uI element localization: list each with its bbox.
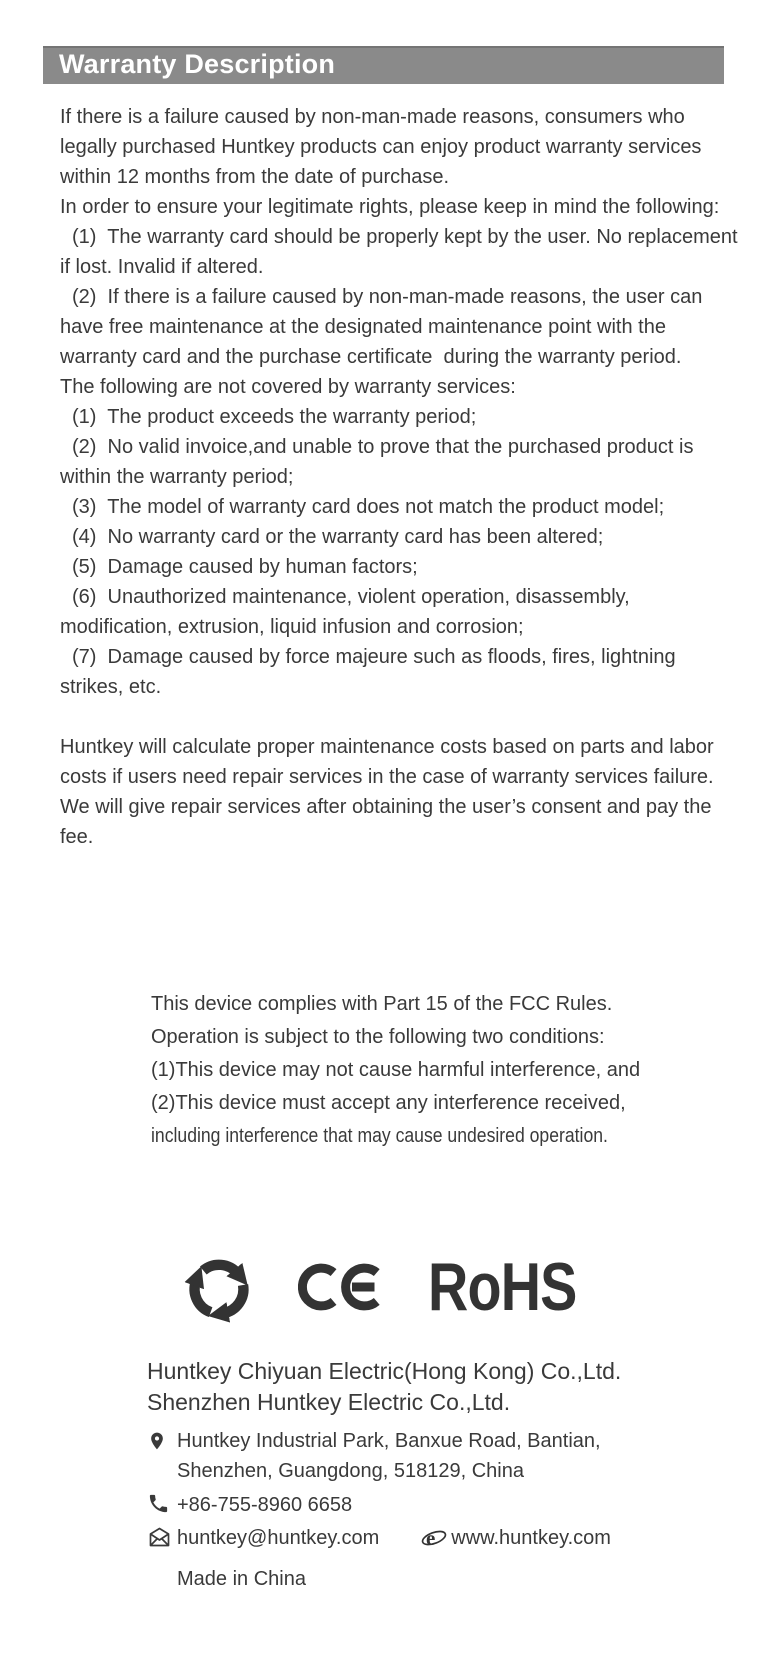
phone-number: +86-755-8960 6658: [177, 1494, 353, 1516]
location-pin-icon: [147, 1426, 177, 1454]
warranty-text-line: within 12 months from the date of purchase.: [60, 166, 450, 188]
email-web-row: [147, 1523, 727, 1552]
warranty-text-line: fee.: [60, 826, 94, 848]
address-row: [147, 1426, 727, 1486]
warranty-text-line: (3) The model of warranty card does not match the product model;: [72, 496, 665, 518]
website-group: [421, 1523, 611, 1552]
warranty-text-line: strikes, etc.: [60, 676, 162, 698]
warranty-text-line: If there is a failure caused by non-man-made reasons, consumers who: [60, 106, 685, 128]
envelope-icon: [147, 1523, 177, 1549]
warranty-text-line: legally purchased Huntkey products can enjoy product warranty services: [60, 136, 702, 158]
warranty-text-line: (4) No warranty card or the warranty card has been altered;: [72, 526, 604, 548]
warranty-body-text: [60, 102, 738, 852]
warranty-text-line: have free maintenance at the designated maintenance point with the: [60, 316, 666, 338]
ce-mark-icon: [298, 1256, 388, 1318]
warranty-text-line: (5) Damage caused by human factors;: [72, 556, 418, 578]
warranty-text-line: (2) No valid invoice,and unable to prove that the purchased product is: [72, 436, 694, 458]
website-url: www.huntkey.com: [451, 1527, 611, 1549]
warranty-text-line: (2) If there is a failure caused by non-man-made reasons, the user can: [72, 286, 703, 308]
phone-row: [147, 1490, 727, 1519]
warranty-text-line: (7) Damage caused by force majeure such as floods, fires, lightning: [72, 646, 676, 668]
warranty-text-line: (1) The product exceeds the warranty period;: [72, 406, 477, 428]
warranty-text-line: We will give repair services after obtaining the user’s consent and pay the: [60, 796, 712, 818]
section-header-bar: [43, 46, 724, 84]
company-names: [147, 1356, 727, 1418]
warranty-text-line: modification, extrusion, liquid infusion and corrosion;: [60, 616, 524, 638]
fcc-statement: [151, 988, 670, 1153]
phone-icon: [147, 1490, 177, 1515]
company-name-line: Huntkey Chiyuan Electric(Hong Kong) Co.,Ltd.: [147, 1358, 622, 1384]
address-line: Shenzhen, Guangdong, 518129, China: [177, 1460, 524, 1482]
rohs-logo: RoHS: [428, 1249, 577, 1325]
company-info: [147, 1356, 727, 1591]
warranty-text-line: The following are not covered by warranty services:: [60, 376, 516, 398]
warranty-text-line: (6) Unauthorized maintenance, violent operation, disassembly,: [72, 586, 630, 608]
warranty-text-line: In order to ensure your legitimate rights, please keep in mind the following:: [60, 196, 720, 218]
fcc-text-line: (2)This device must accept any interference received,: [151, 1092, 626, 1114]
fcc-text-line: including interference that may cause undesired operation.: [151, 1125, 608, 1147]
certification-logos: [180, 1248, 609, 1326]
recycling-symbol-icon: [180, 1250, 258, 1324]
fcc-text-line: (1)This device may not cause harmful interference, and: [151, 1059, 641, 1081]
warranty-text-line: costs if users need repair services in the case of warranty services failure.: [60, 766, 714, 788]
fcc-text-line: This device complies with Part 15 of the FCC Rules.: [151, 993, 613, 1015]
fcc-text-line: Operation is subject to the following two conditions:: [151, 1026, 605, 1048]
contact-block: [147, 1426, 727, 1591]
address-line: Huntkey Industrial Park, Banxue Road, Bantian,: [177, 1430, 601, 1452]
company-name-line: Shenzhen Huntkey Electric Co.,Ltd.: [147, 1389, 511, 1415]
svg-text:e: e: [426, 1526, 436, 1550]
page-title: Warranty Description: [59, 49, 336, 79]
warranty-text-line: Huntkey will calculate proper maintenance costs based on parts and labor: [60, 736, 714, 758]
company-address: [177, 1426, 601, 1486]
globe-icon: [421, 1523, 451, 1551]
warranty-text-line: [60, 702, 738, 732]
warranty-text-line: warranty card and the purchase certificate during the warranty period.: [60, 346, 682, 368]
warranty-text-line: if lost. Invalid if altered.: [60, 256, 264, 278]
warranty-text-line: (1) The warranty card should be properly kept by the user. No replacement: [72, 226, 738, 248]
warranty-text-line: within the warranty period;: [60, 466, 294, 488]
made-in-label: Made in China: [177, 1568, 306, 1590]
email-address: huntkey@huntkey.com: [177, 1527, 380, 1549]
